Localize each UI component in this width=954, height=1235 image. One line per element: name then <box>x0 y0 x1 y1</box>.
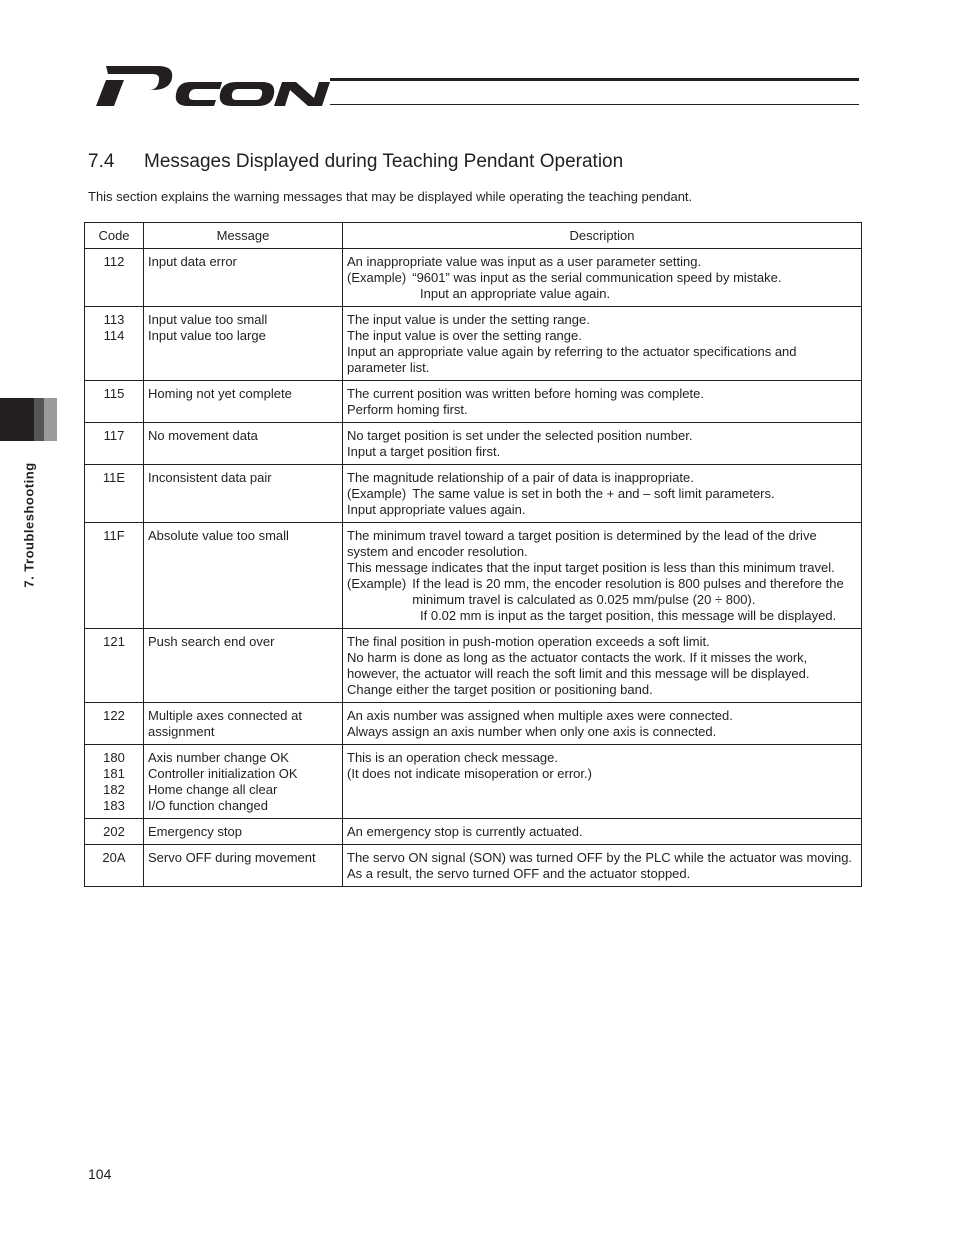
description-cell: No target position is set under the selected position number. Input a target position first. <box>343 423 862 465</box>
header-code: Code <box>85 223 144 249</box>
table-row <box>85 381 862 423</box>
message-cell: Emergency stop <box>144 819 343 845</box>
table-row <box>85 845 862 887</box>
description-cell: The magnitude relationship of a pair of data is inappropriate. (Example) The same value is set in both the + and – soft limit parameters. Input appropriate values again. <box>343 465 862 523</box>
message-cell: No movement data <box>144 423 343 465</box>
table-row <box>85 523 862 629</box>
code-cell: 180 181 182 183 <box>85 745 144 819</box>
section-title: Messages Displayed during Teaching Pendant Operation <box>144 151 624 172</box>
page-number: 104 <box>88 1166 112 1182</box>
description-cell: The final position in push-motion operation exceeds a soft limit. No harm is done as long as the actuator contacts the work. If it misses the work, however, the actuator will reach the soft limit and this message will be displayed. Change either the target position or positioning band. <box>343 629 862 703</box>
message-cell: Input data error <box>144 249 343 307</box>
table-row <box>85 249 862 307</box>
message-cell: Axis number change OK Controller initialization OK Home change all clear I/O function changed <box>144 745 343 819</box>
code-cell: 121 <box>85 629 144 703</box>
code-cell: 11E <box>85 465 144 523</box>
table-row <box>85 307 862 381</box>
header-message: Message <box>144 223 343 249</box>
table-header-row <box>85 223 862 249</box>
table-row <box>85 423 862 465</box>
header-rule-thin <box>330 104 859 105</box>
table-row <box>85 745 862 819</box>
code-cell: 202 <box>85 819 144 845</box>
description-cell: The minimum travel toward a target position is determined by the lead of the drive system and encoder resolution. This message indicates that the input target position is less than this minimum travel. (Example) If the lead is 20 mm, the encoder resolution is 800 pulses and therefore the minimum travel is calculated as 0.025 mm/pulse (20 ÷ 800). If 0.02 mm is input as the target position, this message will be displayed. <box>343 523 862 629</box>
pcon-logo <box>94 62 334 110</box>
code-cell: 20A <box>85 845 144 887</box>
code-cell: 112 <box>85 249 144 307</box>
description-cell: This is an operation check message. (It does not indicate misoperation or error.) <box>343 745 862 819</box>
description-cell: An inappropriate value was input as a user parameter setting. (Example) “9601” was input as the serial communication speed by mistake. Input an appropriate value again. <box>343 249 862 307</box>
section-heading <box>88 151 623 173</box>
description-cell: An axis number was assigned when multiple axes were connected. Always assign an axis number when only one axis is connected. <box>343 703 862 745</box>
code-cell: 113 114 <box>85 307 144 381</box>
code-cell: 122 <box>85 703 144 745</box>
message-cell: Multiple axes connected at assignment <box>144 703 343 745</box>
message-cell: Homing not yet complete <box>144 381 343 423</box>
section-intro: This section explains the warning messages that may be displayed while operating the teaching pendant. <box>88 189 693 204</box>
description-cell: The servo ON signal (SON) was turned OFF by the PLC while the actuator was moving. As a result, the servo turned OFF and the actuator stopped. <box>343 845 862 887</box>
description-cell: An emergency stop is currently actuated. <box>343 819 862 845</box>
table-row <box>85 465 862 523</box>
description-cell: The input value is under the setting range. The input value is over the setting range. Input an appropriate value again by referring to the actuator specifications and parameter list. <box>343 307 862 381</box>
message-cell: Servo OFF during movement <box>144 845 343 887</box>
section-number: 7.4 <box>88 151 115 172</box>
message-cell: Inconsistent data pair <box>144 465 343 523</box>
message-cell: Push search end over <box>144 629 343 703</box>
code-cell: 117 <box>85 423 144 465</box>
header-rule-thick <box>330 78 859 81</box>
header-description: Description <box>343 223 862 249</box>
message-table <box>84 222 862 887</box>
message-cell: Input value too small Input value too large <box>144 307 343 381</box>
chapter-tab-marker <box>0 398 57 441</box>
message-cell: Absolute value too small <box>144 523 343 629</box>
table-row <box>85 629 862 703</box>
description-cell: The current position was written before homing was complete. Perform homing first. <box>343 381 862 423</box>
table-row <box>85 703 862 745</box>
code-cell: 11F <box>85 523 144 629</box>
table-row <box>85 819 862 845</box>
code-cell: 115 <box>85 381 144 423</box>
